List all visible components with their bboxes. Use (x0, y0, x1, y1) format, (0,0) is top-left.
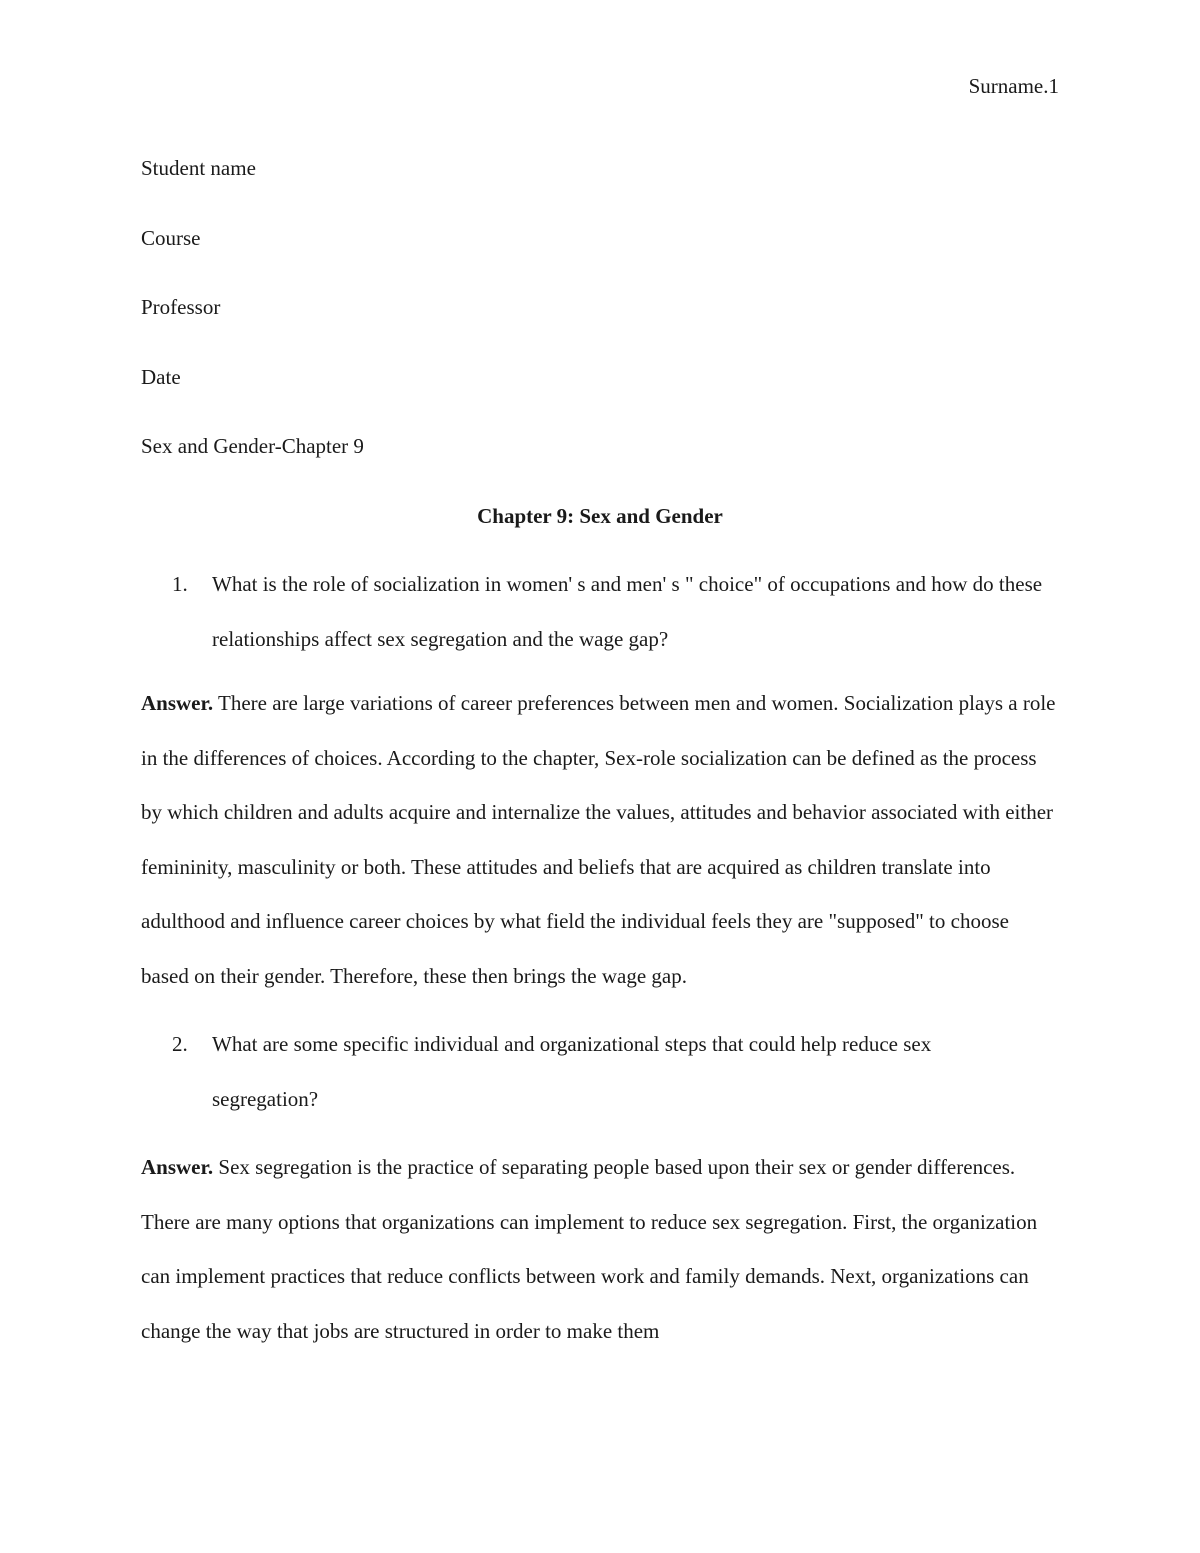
answer-2 (141, 1140, 1059, 1358)
answer-text: Sex segregation is the practice of separating people based upon their sex or gender differences. There are many options that organizations can implement to reduce sex segregation. First, the organization can implement practices that reduce conflicts between work and family demands. Next, organizations can change the way that jobs are structured in order to make them (141, 1155, 1038, 1343)
question-1 (141, 557, 1059, 666)
answer-text: There are large variations of career preferences between men and women. Socialization plays a role in the differences of choices. According to the chapter, Sex-role socialization can be defined as the process by which children and adults acquire and internalize the values, attitudes and behavior associated with either femininity, masculinity or both. These attitudes and beliefs that are acquired as children translate into adulthood and influence career choices by what field the individual feels they are "supposed" to choose based on their gender. Therefore, these then brings the wage gap. (141, 691, 1056, 988)
chapter-heading: Chapter 9: Sex and Gender (477, 503, 723, 528)
answer-1 (141, 676, 1059, 1003)
question-number: 2. (172, 1032, 188, 1056)
student-name: Student name (141, 156, 256, 180)
professor: Professor (141, 295, 221, 319)
document-body (141, 141, 1059, 1358)
question-number: 1. (172, 572, 188, 596)
running-head: Surname.1 (968, 74, 1059, 98)
date: Date (141, 364, 181, 389)
question-2 (141, 1017, 1059, 1126)
answer-label: Answer. (141, 1155, 214, 1179)
answer-label: Answer. (141, 691, 214, 715)
question-text: What are some specific individual and organizational steps that could help reduce sex segregation? (212, 1032, 932, 1111)
course: Course (141, 225, 201, 250)
question-text: What is the role of socialization in women' s and men' s " choice" of occupations and how do these relationships affect sex segregation and the wage gap? (212, 572, 1043, 651)
paper-title: Sex and Gender-Chapter 9 (141, 434, 364, 458)
